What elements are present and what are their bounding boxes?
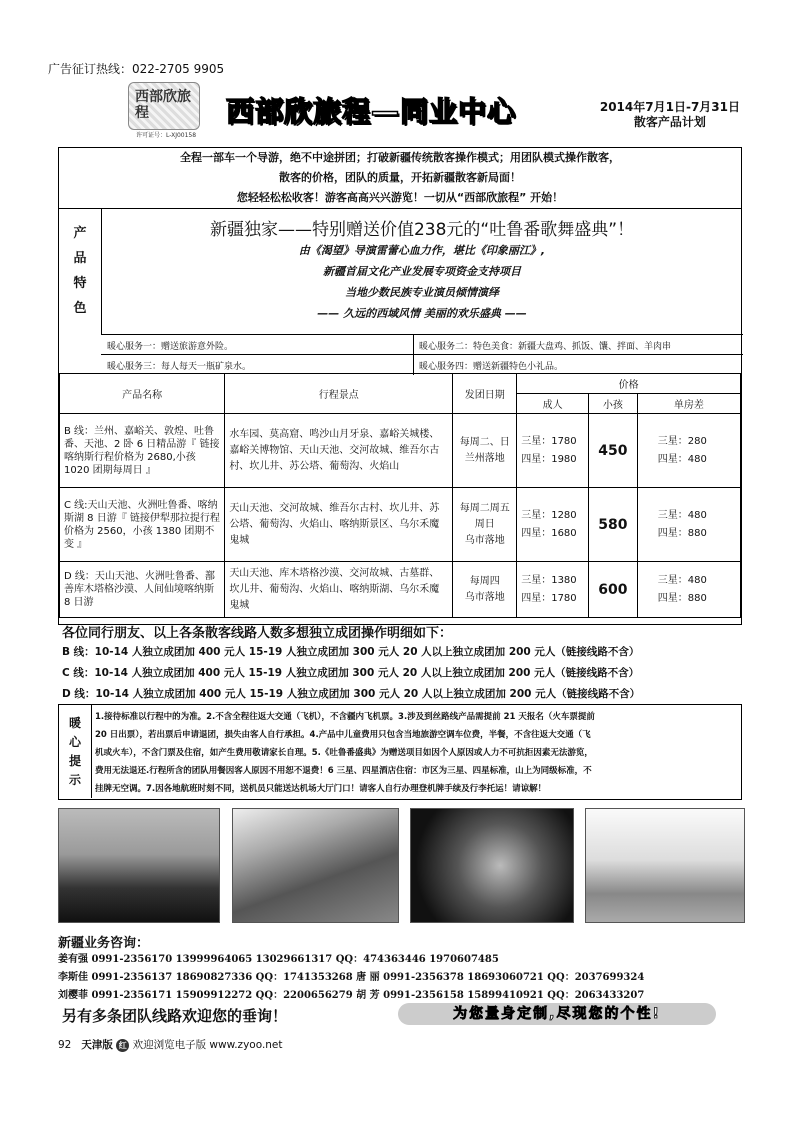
price-line: 三星：480 — [657, 509, 707, 521]
photo-minaret — [585, 808, 745, 923]
contact-row: 姜有强 0991-2356170 13999964065 13029661317 QQ：474363446 1970607485 — [58, 954, 499, 965]
photo-mountains — [232, 808, 399, 923]
contacts-title: 新疆业务咨询： — [58, 936, 150, 951]
features-headline: 新疆独家——特别赠送价值238元的“吐鲁番歌舞盛典”！ — [209, 220, 635, 240]
label-char: 示 — [68, 772, 81, 787]
ops-details — [62, 642, 640, 705]
intro-text — [59, 148, 741, 209]
tips-label — [59, 705, 92, 798]
contact-row: 刘樱菲 0991-2356171 15909912272 QQ：2200656279 胡 芳 0991-2356158 15899410921 QQ：2063433207 — [58, 990, 645, 1001]
features-content — [101, 208, 743, 334]
routes-table — [59, 373, 741, 618]
page-number: 92 — [58, 1039, 72, 1051]
intro-line: 全程一部车一个导游，绝不中途拼团；打破新疆传统散客操作模式；用团队模式操作散客， — [180, 151, 620, 164]
service-item: 暖心服务四：赠送新疆特色小礼品。 — [419, 362, 564, 372]
feature-line: 当地少数民族专业演员倾情演绎 — [345, 286, 499, 299]
route-single-supplement — [637, 414, 740, 488]
brand-logo — [128, 82, 200, 130]
tip-line: 费用无法退还.行程所含的团队用餐因客人原因不用恕不退费！6 三星、四星酒店住宿：市区为三星、四星标准，山上为同级标准，不 — [95, 766, 592, 776]
header-date: 发团日期 — [453, 374, 517, 414]
tips-box — [58, 704, 742, 800]
label-char: 心 — [68, 734, 81, 749]
date-line: 乌市落地 — [464, 591, 505, 603]
services-row-2 — [101, 354, 743, 375]
contact-row: 李斯佳 0991-2356137 18690827336 QQ：1741353268 唐 丽 0991-2356378 18693060721 QQ：2037699324 — [58, 972, 645, 983]
slogan: 另有多条团队线路欢迎您的垂询！ — [62, 1007, 288, 1025]
header-child: 小孩 — [589, 394, 638, 414]
label-char: 特 — [73, 276, 87, 291]
price-line: 四星：1780 — [521, 592, 577, 604]
footer — [58, 1037, 283, 1052]
date-line: 兰州落地 — [464, 452, 505, 464]
ops-line: D 线：10-14 人独立成团加 400 元人 15-19 人独立成团加 300 元人 20 人以上独立成团加 200 元人（链接线路不含） — [62, 688, 641, 700]
header-name: 产品名称 — [60, 374, 225, 414]
date-line: 每周四 — [469, 575, 500, 587]
service-item: 暖心服务二：特色美食：新疆大盘鸡、抓饭、馕、拌面、羊肉串 — [419, 342, 672, 352]
feature-line: 由《渴望》导演雷蕾心血力作，堪比《印象丽江》, — [298, 244, 546, 257]
photo-dancers — [410, 808, 574, 923]
route-single-supplement — [637, 488, 740, 562]
price-line: 三星：1780 — [521, 435, 577, 447]
tip-line: 1.接待标准以行程中的为准。2.不含全程往返大交通（飞机），不含疆内飞机票。3.涉及到丝路线产品需提前 21 天报名（火车票提前 — [95, 712, 595, 722]
price-line: 三星：1380 — [521, 574, 577, 586]
tip-line: 挂牌无空调。7.因各地航班时刻不同，送机员只能送达机场大厅门口！请客人自行办理登机牌手续及行李托运！请谅解！ — [95, 784, 547, 794]
route-date — [453, 562, 517, 618]
date-range: 2014年7月1日-7月31日 — [599, 100, 740, 114]
photo-monument — [58, 808, 220, 923]
price-line: 三星：480 — [657, 574, 707, 586]
label-char: 产 — [73, 226, 87, 241]
label-char: 暖 — [68, 715, 81, 730]
route-name: D 线：天山天池、火洲吐鲁番、鄯善库木塔格沙漠、人间仙境喀纳斯 8 日游 — [60, 562, 225, 618]
table-row — [60, 562, 741, 618]
price-line: 三星：1280 — [521, 509, 577, 521]
slogan-banner: 为您量身定制,尽现您的个性! — [398, 1003, 716, 1025]
route-adult-price — [517, 562, 589, 618]
date-line: 乌市落地 — [464, 534, 505, 546]
route-child-price: 600 — [589, 562, 638, 618]
route-adult-price — [517, 488, 589, 562]
footer-text: 欢迎浏览电子版 www.zyoo.net — [132, 1039, 283, 1051]
service-item: 暖心服务三：每人每天一瓶矿泉水。 — [107, 362, 252, 372]
features-label — [59, 208, 102, 334]
plan-label: 散客产品计划 — [633, 115, 706, 129]
tip-line: 20 日出票），若出票后申请退团，损失由客人自行承担。4.产品中儿童费用只包含当地旅游空调车位费，半餐，不含往返大交通（飞 — [95, 730, 591, 740]
route-child-price: 450 — [589, 414, 638, 488]
ops-line: B 线：10-14 人独立成团加 400 元人 15-19 人独立成团加 300 元人 20 人以上独立成团加 200 元人（链接线路不含） — [62, 646, 640, 658]
date-box — [600, 100, 740, 130]
ops-title: 各位同行朋友、以上各条散客线路人数多想独立成团操作明细如下： — [62, 626, 453, 641]
header-single: 单房差 — [637, 394, 740, 414]
header-spots: 行程景点 — [225, 374, 453, 414]
intro-line: 您轻轻松松收客！游客高高兴兴游览！一切从“西部欣旅程” 开始！ — [236, 191, 564, 204]
header-price: 价格 — [517, 374, 741, 394]
date-line: 每周二、日 — [459, 436, 510, 448]
route-adult-price — [517, 414, 589, 488]
divider — [413, 335, 414, 355]
price-line: 四星：880 — [657, 592, 707, 604]
tips-text — [95, 708, 737, 798]
service-item: 暖心服务一：赠送旅游意外险。 — [107, 342, 234, 352]
route-name: C 线:天山天池、火洲吐鲁番、喀纳斯湖 8 日游『 链接伊犁那拉提行程价格为 2560，小孩 1380 团期不变 』 — [60, 488, 225, 562]
logo-text: 西部欣旅程 — [135, 89, 191, 121]
tip-line: 机或火车），不含门票及住宿，如产生费用敬请家长自理。5.《吐鲁番盛典》为赠送项目如因个人原因或人力不可抗拒因素无法游览， — [95, 748, 593, 758]
page-title: 西部欣旅程—同业中心 — [226, 95, 517, 128]
table-row — [60, 414, 741, 488]
divider — [413, 355, 414, 375]
route-spots: 天山天池、库木塔格沙漠、交河故城、古墓群、坎儿井、葡萄沟、火焰山、喀纳斯湖、乌尔禾魔鬼城 — [225, 562, 453, 618]
edition-badge: 红 — [116, 1039, 129, 1052]
label-char: 品 — [73, 251, 87, 266]
label-char: 提 — [68, 753, 81, 768]
route-spots: 天山天池、交河故城、维吾尔古村、坎儿井、苏公塔、葡萄沟、火焰山、喀纳斯景区、乌尔禾魔鬼城 — [225, 488, 453, 562]
header — [48, 80, 758, 142]
price-line: 四星：480 — [657, 453, 707, 465]
ad-hotline: 广告征订热线：022-2705 9905 — [48, 62, 225, 76]
intro-line: 散客的价格，团队的质量，开拓新疆散客新局面！ — [279, 171, 521, 184]
price-line: 四星：880 — [657, 527, 707, 539]
route-spots: 水车园、莫高窟、鸣沙山月牙泉、嘉峪关城楼、嘉峪关博物馆、天山天池、交河故城、维吾尔古村、坎儿井、苏公塔、葡萄沟、火焰山 — [225, 414, 453, 488]
price-line: 三星：280 — [657, 435, 707, 447]
product-frame — [58, 147, 742, 625]
price-line: 四星：1680 — [521, 527, 577, 539]
label-char: 色 — [73, 301, 87, 316]
price-line: 四星：1980 — [521, 453, 577, 465]
route-name: B 线：兰州、嘉峪关、敦煌、吐鲁番、天池、2 卧 6 日精品游『 链接喀纳斯行程价格为 2680,小孩 1020 团期每周日 』 — [60, 414, 225, 488]
services-row-1 — [101, 334, 743, 355]
feature-line: —— 久远的西域风情 美丽的欢乐盛典 —— — [317, 307, 527, 320]
route-date — [453, 414, 517, 488]
route-single-supplement — [637, 562, 740, 618]
route-child-price: 580 — [589, 488, 638, 562]
feature-line: 新疆首届文化产业发展专项资金支持项目 — [323, 265, 521, 278]
date-line: 每周二周五周日 — [459, 502, 510, 530]
edition-label: 天津版 — [81, 1039, 113, 1051]
route-date — [453, 488, 517, 562]
header-adult: 成人 — [517, 394, 589, 414]
ops-line: C 线：10-14 人独立成团加 400 元人 15-19 人独立成团加 300 元人 20 人以上独立成团加 200 元人（链接线路不含） — [62, 667, 640, 679]
license-number: 许可证号：L-XJ00158 — [136, 132, 197, 139]
table-row — [60, 488, 741, 562]
